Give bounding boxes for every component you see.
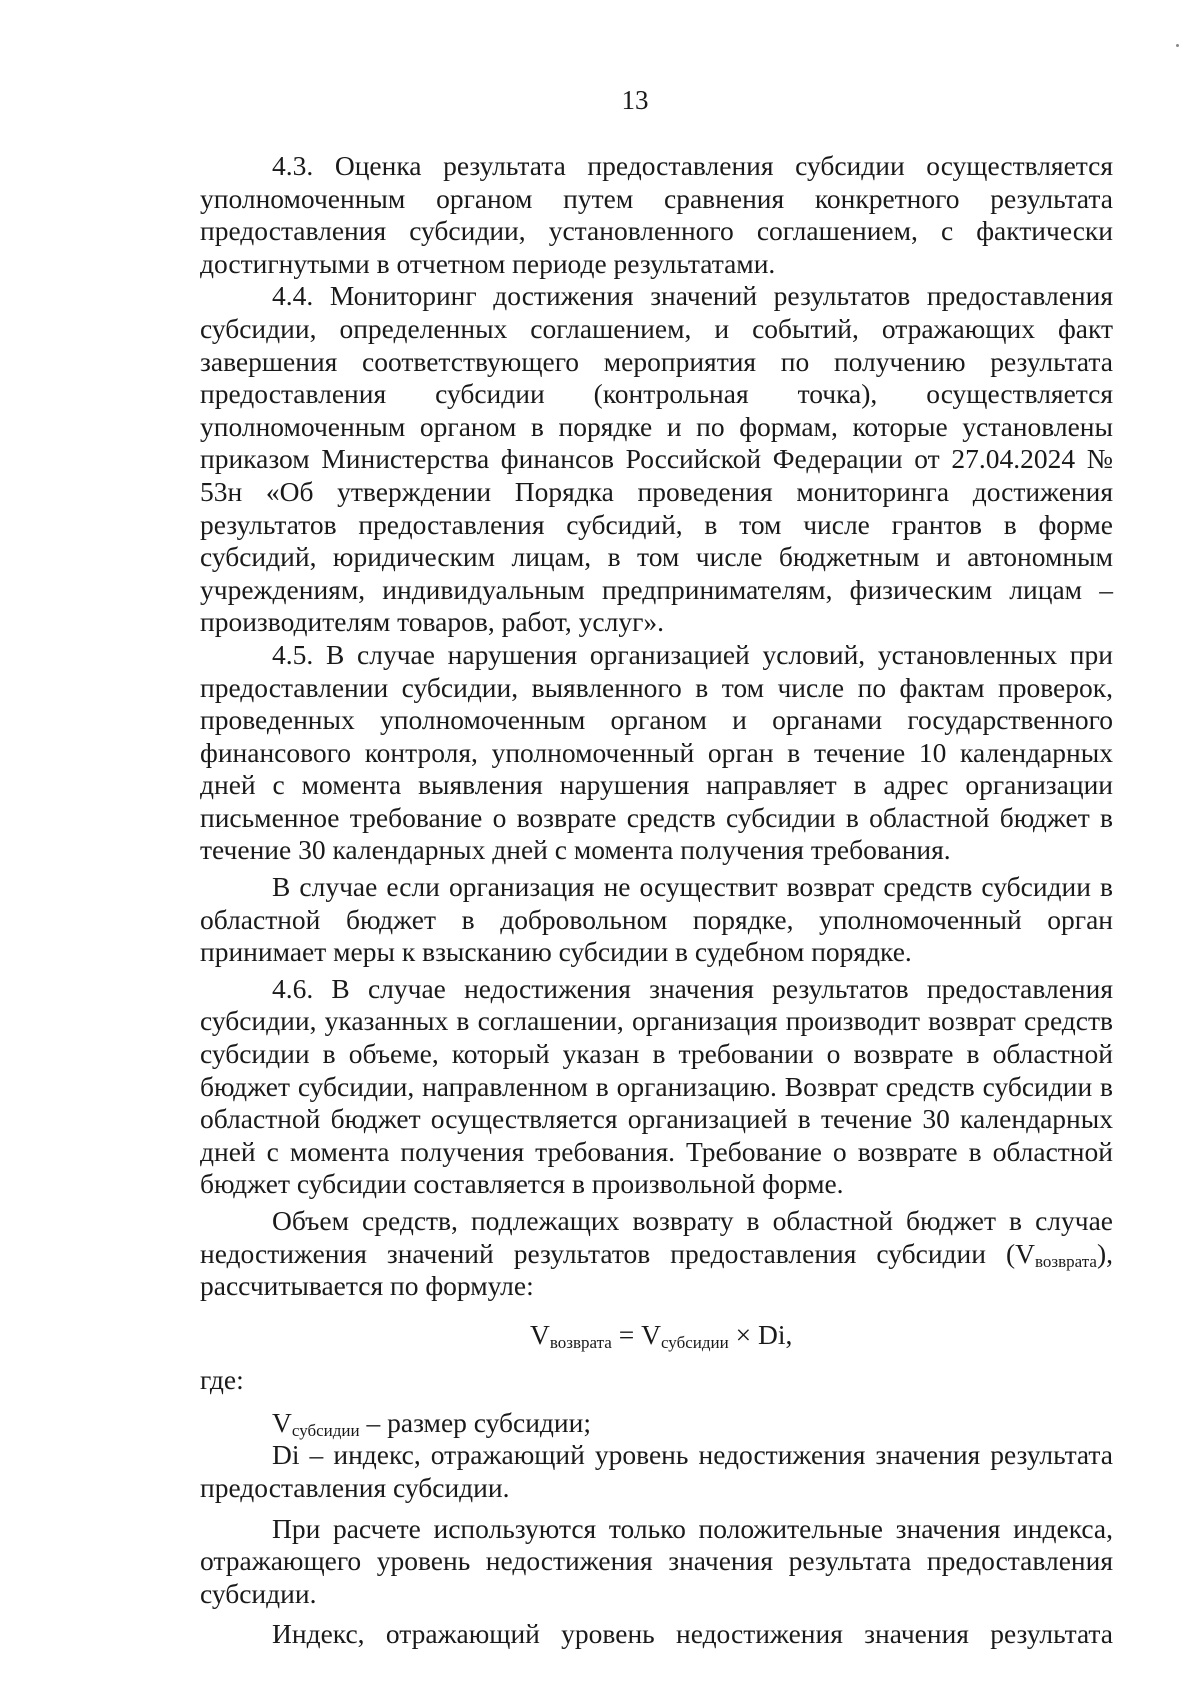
formula-rhs-var: V [641, 1318, 661, 1350]
paragraph-4-6: 4.6. В случае недостижения значения результатов предоставления субсидии, указанных в соглашении, организация производит возврат средств субсидии в объеме, который указан в требовании о возврате в областной бюджет субсидии, направленном в организацию. Возврат средств субсидии в областной бюджет осуществляется организацией в течение 30 календарных дней с момента получения требования. Требование о возврате в областной бюджет субсидии составляется в произвольной форме. [200, 972, 1113, 1200]
vsub-text: – размер субсидии; [359, 1406, 591, 1438]
page-number: 13 [621, 85, 649, 115]
return-formula [200, 1313, 1113, 1357]
formula-eq: = [611, 1318, 642, 1350]
paragraph-4-3: 4.3. Оценка результата предоставления субсидии осуществляется уполномоченным органом путем сравнения конкретного результата предоставления субсидии, установленного соглашением, с фактически достигнутыми в отчетном периоде результатами. [200, 150, 1113, 279]
paragraph-calc: При расчете используются только положительные значения индекса, отражающего уровень недостижения значения результата предоставления субсидии. [200, 1512, 1113, 1609]
formula-rhs-sub: субсидии [660, 1332, 729, 1352]
scan-speck [1176, 44, 1179, 47]
vsub-var: V [272, 1406, 292, 1438]
vsub-definition [200, 1407, 1113, 1440]
volume-intro-end: ), рассчитывается по формуле: [200, 1237, 1113, 1302]
vsub-sub: субсидии [291, 1420, 360, 1440]
volume-intro-text: Объем средств, подлежащих возврату в областной бюджет в случае недостижения значений результатов предоставления субсидии (V [200, 1205, 1113, 1269]
formula-times: × Di, [728, 1318, 793, 1350]
formula-lhs-sub: возврата [549, 1332, 612, 1352]
paragraph-4-5: 4.5. В случае нарушения организацией условий, установленных при предоставлении субсидии, выявленного в том числе по фактам проверок, проведенных уполномоченным органом и органами государственного финансового контроля, уполномоченный орган в течение 10 календарных дней с момента выявления нарушения направляет в адрес организации письменное требование о возврате средств субсидии в областной бюджет в течение 30 календарных дней с момента получения требования. [200, 638, 1113, 866]
di-definition: Di – индекс, отражающий уровень недостижения значения результата предоставления субсидии. [200, 1439, 1113, 1503]
volume-intro-subscript: возврата [1035, 1251, 1097, 1271]
where-label: где: [200, 1363, 244, 1395]
paragraph-4-5-recovery: В случае если организация не осуществит возврат средств субсидии в областной бюджет в добровольном порядке, уполномоченный орган принимает меры к взысканию субсидии в судебном порядке. [200, 871, 1113, 968]
document-body [200, 150, 1113, 1651]
paragraph-index: Индекс, отражающий уровень недостижения значения результата [272, 1618, 1113, 1650]
formula-lhs-var: V [530, 1318, 550, 1350]
paragraph-4-4: 4.4. Мониторинг достижения значений результатов предоставления субсидии, определенных соглашением, и событий, отражающих факт завершения соответствующего мероприятия по получению результата предоставления субсидии (контрольная точка), осуществляется уполномоченным органом в порядке и по формам, которые установлены приказом Министерства финансов Российской Федерации от 27.04.2024 № 53н «Об утверждении Порядка проведения мониторинга достижения результатов предоставления субсидий, в том числе грантов в форме субсидий, юридическим лицам, в том числе бюджетным и автономным учреждениям, индивидуальным предпринимателям, физическим лицам – производителям товаров, работ, услуг». [200, 280, 1113, 638]
paragraph-volume-intro [200, 1205, 1113, 1303]
